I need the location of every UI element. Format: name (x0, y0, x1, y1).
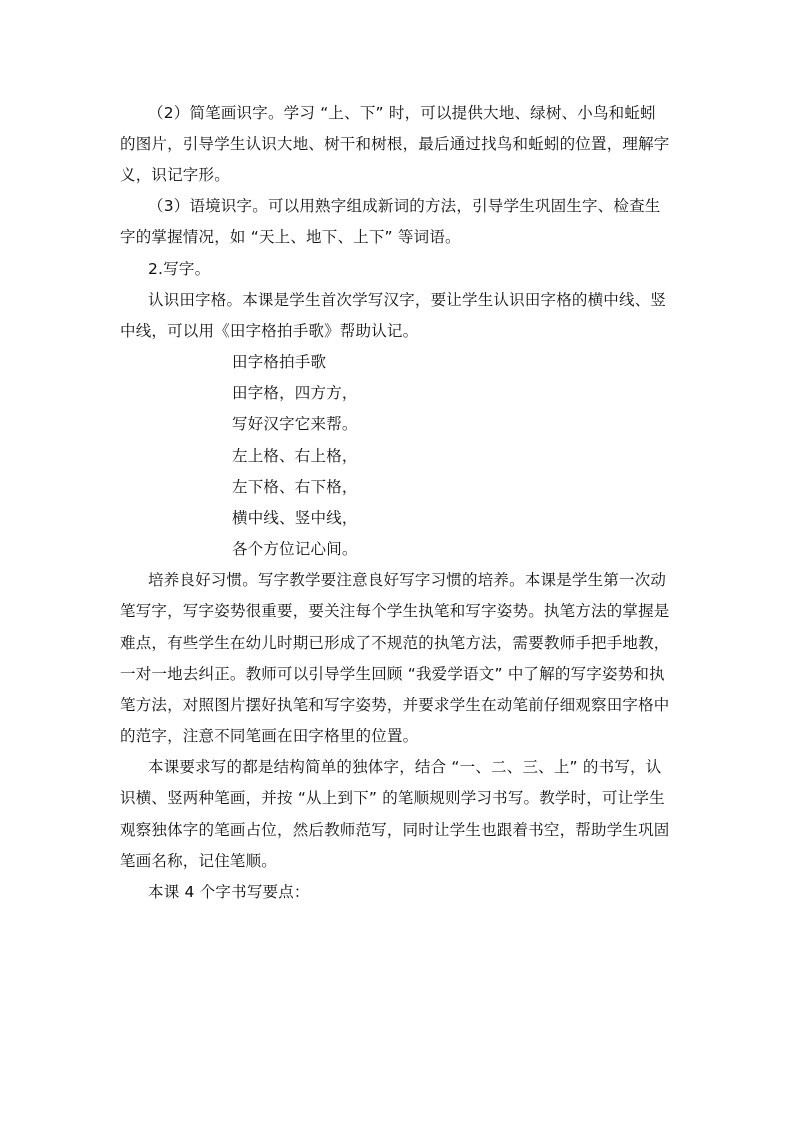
paragraph-line: 字的掌握情况，如 “天上、地下、上下” 等词语。 (120, 228, 461, 246)
poem-line: 左下格、右下格， (232, 478, 358, 496)
poem-line: 田字格，四方方， (232, 384, 358, 402)
paragraph-line: 笔画名称，记住笔顺。 (120, 852, 278, 870)
poem-line: 左上格、右上格， (232, 447, 358, 465)
paragraph-line: 中线，可以用《田字格拍手歌》帮助认记。 (120, 322, 419, 340)
paragraph-line: 本课要求写的都是结构简单的独体字，结合 “一、二、三、上” 的书写，认 (148, 758, 662, 776)
poem-line: 各个方位记心间。 (232, 540, 358, 558)
paragraph-line: 义，识记字形。 (120, 166, 230, 184)
paragraph-line: （2）简笔画识字。学习 “上、下” 时，可以提供大地、绿树、小鸟和蚯蚓 (148, 104, 656, 122)
paragraph-line: 笔写字，写字姿势很重要，要关注每个学生执笔和写字姿势。执笔方法的掌握是 (120, 602, 670, 620)
paragraph-line: 识横、竖两种笔画，并按 “从上到下” 的笔顺规则学习书写。教学时，可让学生 (120, 789, 665, 807)
paragraph-line: 本课 4 个字书写要点： (148, 883, 310, 901)
paragraph-line: 一对一地去纠正。教师可以引导学生回顾 “我爱学语文” 中了解的写字姿势和执 (120, 665, 665, 683)
section-heading: 2.写字。 (148, 260, 211, 278)
paragraph-line: （3）语境识字。可以用熟字组成新词的方法，引导学生巩固生字、检查生 (148, 197, 661, 215)
poem-title: 田字格拍手歌 (232, 353, 327, 371)
poem-line: 横中线、竖中线， (232, 509, 358, 527)
paragraph-line: 笔方法，对照图片摆好执笔和写字姿势，并要求学生在动笔前仔细观察田字格中 (120, 696, 670, 714)
paragraph-line: 的图片，引导学生认识大地、树干和树根，最后通过找鸟和蚯蚓的位置，理解字 (120, 135, 670, 153)
paragraph-line: 难点，有些学生在幼儿时期已形成了不规范的执笔方法，需要教师手把手地教， (120, 634, 670, 652)
paragraph-line: 培养良好习惯。写字教学要注意良好写字习惯的培养。本课是学生第一次动 (148, 571, 667, 589)
poem-line: 写好汉字它来帮。 (232, 415, 358, 433)
paragraph-line: 观察独体字的笔画占位，然后教师范写，同时让学生也跟着书空，帮助学生巩固 (120, 821, 670, 839)
paragraph-line: 的范字，注意不同笔画在田字格里的位置。 (120, 727, 419, 745)
paragraph-line: 认识田字格。本课是学生首次学写汉字，要让学生认识田字格的横中线、竖 (148, 291, 667, 309)
